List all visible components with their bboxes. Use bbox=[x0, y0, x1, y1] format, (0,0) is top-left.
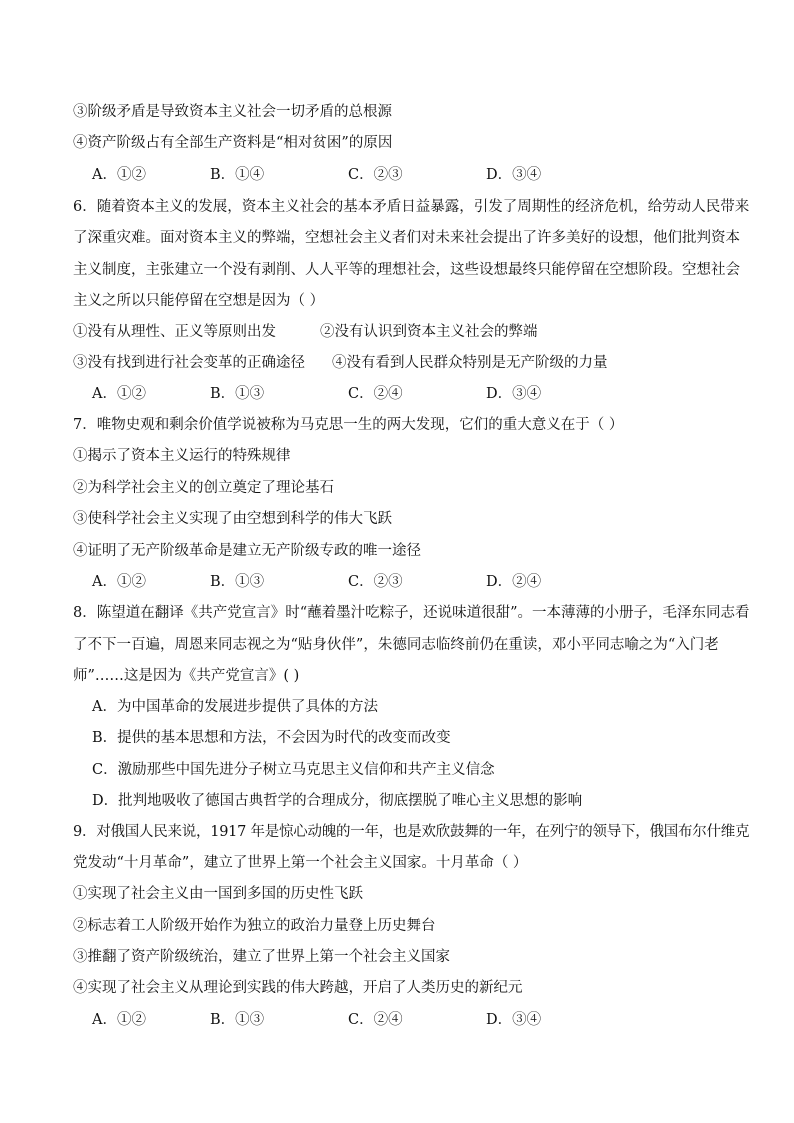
q6-stem-line-3: 主义制度，主张建立一个没有剥削、人人平等的理想社会，这些设想最终只能停留在空想阶段。空想社会 bbox=[73, 262, 740, 278]
q9-choice-d: D．③④ bbox=[486, 1012, 542, 1028]
q8-option-d: D．批判地吸收了德国古典哲学的合理成分，彻底摆脱了唯心主义思想的影响 bbox=[92, 793, 583, 809]
q6-choice-a: A．①② bbox=[92, 386, 146, 402]
q6-choice-d: D．③④ bbox=[486, 386, 542, 402]
q5-option-4: ④资产阶级占有全部生产资料是“相对贫困”的原因 bbox=[73, 135, 393, 151]
q6-stem-line-1: 6．随着资本主义的发展，资本主义社会的基本矛盾日益暴露，引发了周期性的经济危机，给劳动人民带来 bbox=[73, 199, 750, 215]
q6-choice-c: C．②④ bbox=[348, 386, 403, 402]
q6-option-4: ④没有看到人民群众特别是无产阶级的力量 bbox=[332, 355, 608, 371]
q5-choice-b: B．①④ bbox=[210, 167, 265, 183]
q8-option-a: A．为中国革命的发展进步提供了具体的方法 bbox=[92, 699, 378, 715]
q9-stem-line-2: 党发动“十月革命”，建立了世界上第一个社会主义国家。十月革命（ ） bbox=[73, 855, 528, 871]
q7-choice-c: C．②③ bbox=[348, 574, 403, 590]
q9-choice-a: A．①② bbox=[92, 1012, 146, 1028]
q9-option-3: ③推翻了资产阶级统治，建立了世界上第一个社会主义国家 bbox=[73, 949, 450, 965]
q7-choice-a: A．①② bbox=[92, 574, 146, 590]
q7-stem: 7．唯物史观和剩余价值学说被称为马克思一生的两大发现，它们的重大意义在于（ ） bbox=[73, 417, 624, 433]
q8-stem-line-2: 了不下一百遍，周恩来同志视之为“贴身伙伴”，朱德同志临终前仍在重读，邓小平同志喻之为“入门老 bbox=[73, 637, 719, 653]
q8-option-b: B．提供的基本思想和方法，不会因为时代的改变而改变 bbox=[92, 730, 451, 746]
q7-choice-d: D．②④ bbox=[486, 574, 542, 590]
q9-choice-b: B．①③ bbox=[210, 1012, 265, 1028]
q7-option-1: ①揭示了资本主义运行的特殊规律 bbox=[73, 448, 291, 464]
q7-option-4: ④证明了无产阶级革命是建立无产阶级专政的唯一途径 bbox=[73, 543, 421, 559]
q6-options-row-1 bbox=[73, 322, 538, 342]
q9-choice-c: C．②④ bbox=[348, 1012, 403, 1028]
q9-option-1: ①实现了社会主义由一国到多国的历史性飞跃 bbox=[73, 886, 363, 902]
q9-option-2: ②标志着工人阶级开始作为独立的政治力量登上历史舞台 bbox=[73, 918, 436, 934]
q9-stem-line-1: 9．对俄国人民来说，1917 年是惊心动魄的一年，也是欢欣鼓舞的一年，在列宁的领导下，俄国布尔什维克 bbox=[73, 824, 750, 840]
q6-stem-line-4: 主义之所以只能停留在空想是因为（ ） bbox=[73, 293, 325, 309]
q9-option-4: ④实现了社会主义从理论到实践的伟大跨越，开启了人类历史的新纪元 bbox=[73, 980, 523, 996]
q6-option-1: ①没有从理性、正义等原则出发 bbox=[73, 324, 276, 340]
q6-stem-line-2: 了深重灾难。面对资本主义的弊端，空想社会主义者们对未来社会提出了许多美好的设想，他们批判资本 bbox=[73, 230, 740, 246]
q7-choice-b: B．①③ bbox=[210, 574, 265, 590]
q5-choice-c: C．②③ bbox=[348, 167, 403, 183]
q7-option-2: ②为科学社会主义的创立奠定了理论基石 bbox=[73, 480, 334, 496]
q7-option-3: ③使科学社会主义实现了由空想到科学的伟大飞跃 bbox=[73, 511, 392, 527]
q8-stem-line-3: 师”……这是因为《共产党宣言》( ) bbox=[73, 668, 300, 684]
q8-option-c: C．激励那些中国先进分子树立马克思主义信仰和共产主义信念 bbox=[92, 762, 495, 778]
q8-stem-line-1: 8．陈望道在翻译《共产党宣言》时“蘸着墨汁吃粽子，还说味道很甜”。一本薄薄的小册子，毛泽东同志看 bbox=[73, 605, 750, 621]
q6-choice-b: B．①③ bbox=[210, 386, 265, 402]
q5-choice-a: A．①② bbox=[92, 167, 146, 183]
q6-option-3: ③没有找到进行社会变革的正确途径 bbox=[73, 355, 305, 371]
q5-option-3: ③阶级矛盾是导致资本主义社会一切矛盾的总根源 bbox=[73, 104, 392, 120]
q5-choice-d: D．③④ bbox=[486, 167, 542, 183]
q6-option-2: ②没有认识到资本主义社会的弊端 bbox=[320, 324, 538, 340]
q6-options-row-2 bbox=[73, 353, 608, 373]
